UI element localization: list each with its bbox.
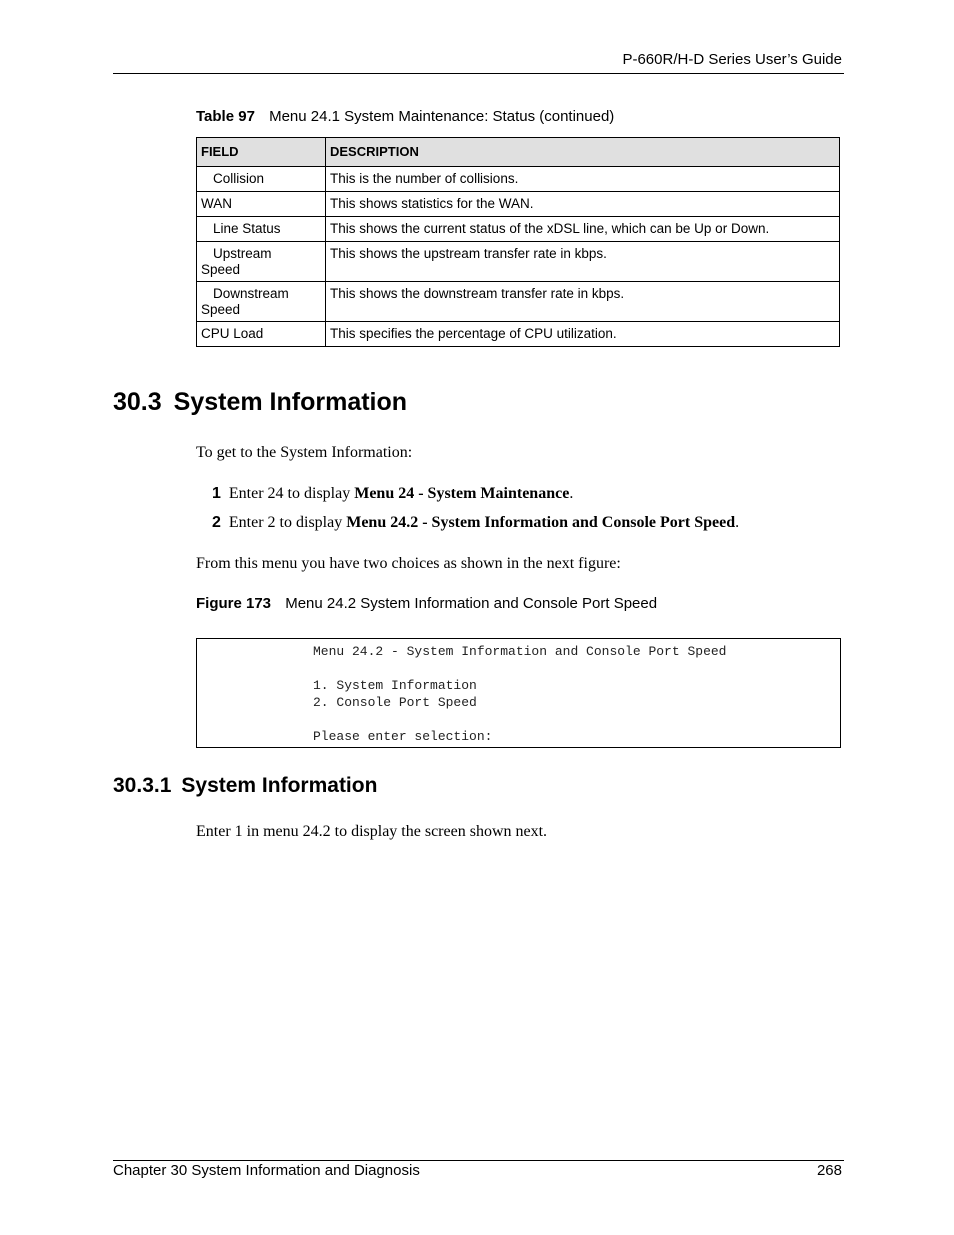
footer-chapter: Chapter 30 System Information and Diagnosis — [113, 1162, 420, 1179]
table-row — [197, 167, 840, 192]
intro-paragraph: To get to the System Information: — [196, 444, 413, 461]
description-cell: This shows the downstream transfer rate in kbps. — [326, 282, 840, 322]
figure-caption — [196, 595, 657, 612]
figure-number: Figure 173 — [196, 595, 272, 612]
field-cell — [197, 282, 326, 322]
step-menu-name: Menu 24 - System Maintenance — [354, 485, 570, 502]
description-cell: This shows the upstream transfer rate in kbps. — [326, 242, 840, 282]
description-cell: This shows statistics for the WAN. — [326, 192, 840, 217]
field-cell-line: Speed — [201, 262, 241, 277]
table-row — [197, 192, 840, 217]
description-cell: This shows the current status of the xDSL line, which can be Up or Down. — [326, 217, 840, 242]
field-cell-line: Upstream — [213, 246, 272, 261]
table-number: Table 97 — [196, 108, 255, 125]
terminal-menu-title: Menu 24.2 - System Information and Console Port Speed — [313, 644, 727, 659]
terminal-screen — [196, 638, 841, 748]
section-number: 30.3 — [113, 388, 162, 416]
step-number: 2 — [212, 514, 221, 531]
terminal-prompt: Please enter selection: — [313, 729, 493, 744]
step-item — [212, 514, 739, 532]
field-cell: Line Status — [197, 217, 326, 242]
step-number: 1 — [212, 485, 221, 502]
step-text: Enter 2 to display — [228, 514, 347, 531]
field-cell-line: Downstream — [213, 286, 289, 301]
table-header-row — [197, 138, 840, 167]
column-header-field: FIELD — [197, 138, 326, 167]
terminal-option: 2. Console Port Speed — [313, 695, 477, 710]
field-cell: Collision — [197, 167, 326, 192]
description-cell: This specifies the percentage of CPU utilization. — [326, 322, 840, 347]
subsection-number: 30.3.1 — [113, 774, 172, 797]
section-title: System Information — [173, 388, 408, 416]
step-text: Enter 24 to display — [228, 485, 355, 502]
table-row — [197, 242, 840, 282]
step-menu-name: Menu 24.2 - System Information and Console Port Speed — [346, 514, 736, 531]
field-cell-line: Speed — [201, 302, 241, 317]
figure-title: Menu 24.2 System Information and Console Port Speed — [285, 595, 658, 612]
table-row — [197, 322, 840, 347]
status-table — [196, 137, 840, 347]
table-title: Menu 24.1 System Maintenance: Status (continued) — [269, 108, 615, 125]
step-punct: . — [735, 514, 740, 531]
section-heading — [113, 388, 407, 417]
field-cell: WAN — [197, 192, 326, 217]
step-punct: . — [569, 485, 574, 502]
header-divider — [113, 73, 844, 74]
subsection-title: System Information — [181, 774, 378, 797]
running-header: P-660R/H-D Series User’s Guide — [622, 51, 842, 68]
field-cell — [197, 242, 326, 282]
terminal-option: 1. System Information — [313, 678, 477, 693]
subsection-paragraph: Enter 1 in menu 24.2 to display the screen shown next. — [196, 823, 548, 840]
table-caption — [196, 108, 614, 125]
field-cell: CPU Load — [197, 322, 326, 347]
description-cell: This is the number of collisions. — [326, 167, 840, 192]
page-number: 268 — [816, 1162, 842, 1179]
table-row — [197, 282, 840, 322]
column-header-description: DESCRIPTION — [326, 138, 840, 167]
step-item — [212, 485, 573, 503]
table-row — [197, 217, 840, 242]
footer-divider — [113, 1160, 844, 1161]
subsection-heading — [113, 774, 377, 798]
choices-paragraph: From this menu you have two choices as shown in the next figure: — [196, 555, 621, 572]
